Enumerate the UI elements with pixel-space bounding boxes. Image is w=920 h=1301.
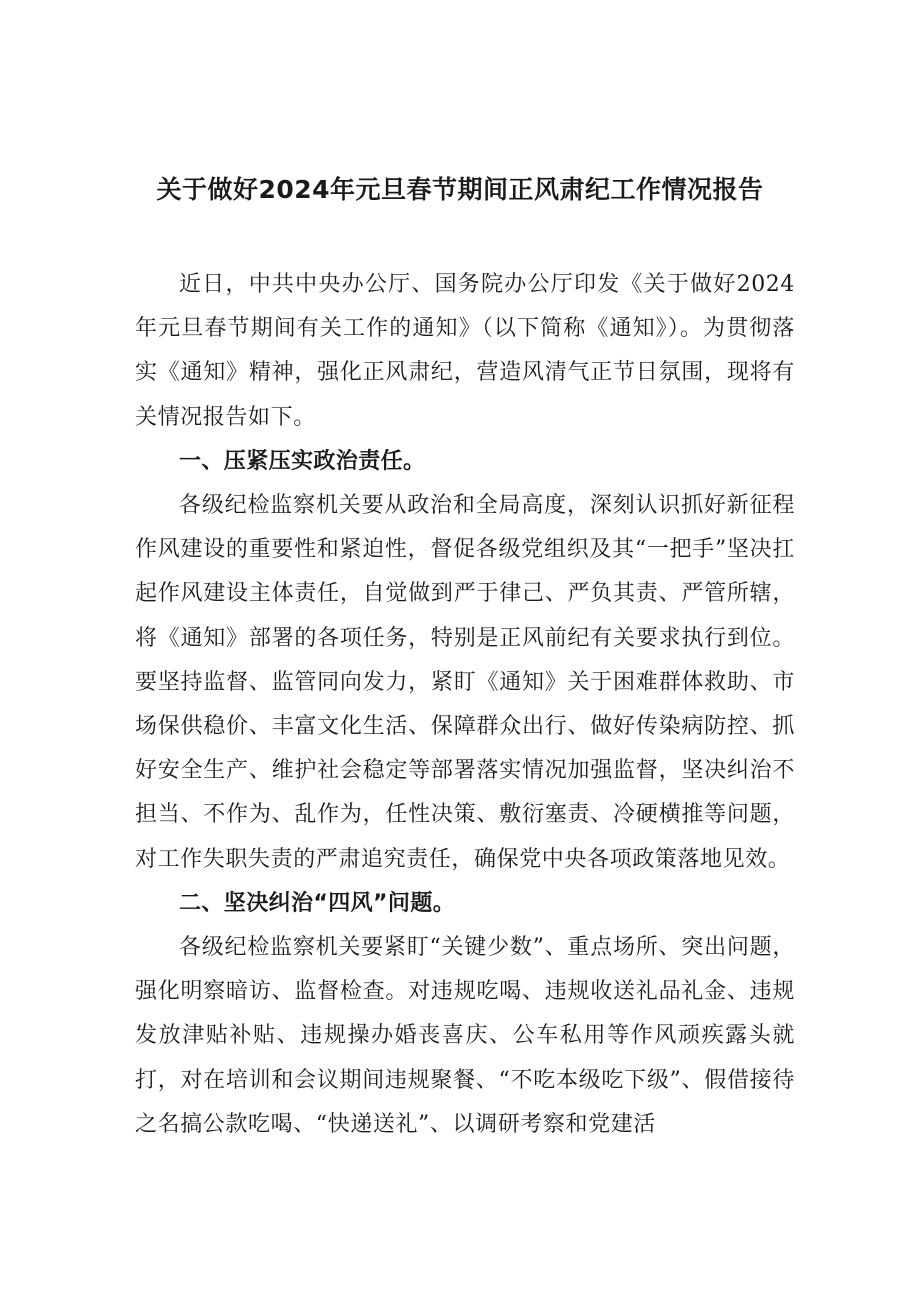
document-body [135, 263, 795, 1147]
section-paragraph-1: 各级纪检监察机关要从政治和全局高度，深刻认识抓好新征程作风建设的重要性和紧迫性，督促各级党组织及其“一把手”坚决扛起作风建设主体责任，自觉做到严于律己、严负其责、严管所辖，将《通知》部署的各项任务，特别是正风前纪有关要求执行到位。要坚持监督、监管同向发力，紧盯《通知》关于困难群体救助、市场保供稳价、丰富文化生活、保障群众出行、做好传染病防控、抓好安全生产、维护社会稳定等部署落实情况加强监督，坚决纠治不担当、不作为、乱作为，任性决策、敷衍塞责、冷硬横推等问题，对工作失职失责的严肃追究责任，确保党中央各项政策落地见效。 [135, 493, 795, 872]
section-paragraph-2: 各级纪检监察机关要紧盯“关键少数”、重点场所、突出问题，强化明察暗访、监督检查。对违规吃喝、违规收送礼品礼金、违规发放津贴补贴、违规操办婚丧喜庆、公车私用等作风顽疾露头就打，对在培训和会议期间违规聚餐、“不吃本级吃下级”、假借接待之名搞公款吃喝、“快递送礼”、以调研考察和党建活 [135, 935, 795, 1137]
section-heading-2: 二、坚决纠治“四风”问题。 [179, 890, 456, 916]
document-title: 关于做好2024年元旦春节期间正风肃纪工作情况报告 [156, 175, 764, 204]
intro-paragraph: 近日，中共中央办公厅、国务院办公厅印发《关于做好2024年元旦春节期间有关工作的通知》（以下简称《通知》）。为贯彻落实《通知》精神，强化正风肃纪，营造风清气正节日氛围，现将有关情况报告如下。 [135, 272, 795, 430]
section-heading-1: 一、压紧压实政治责任。 [179, 448, 426, 474]
